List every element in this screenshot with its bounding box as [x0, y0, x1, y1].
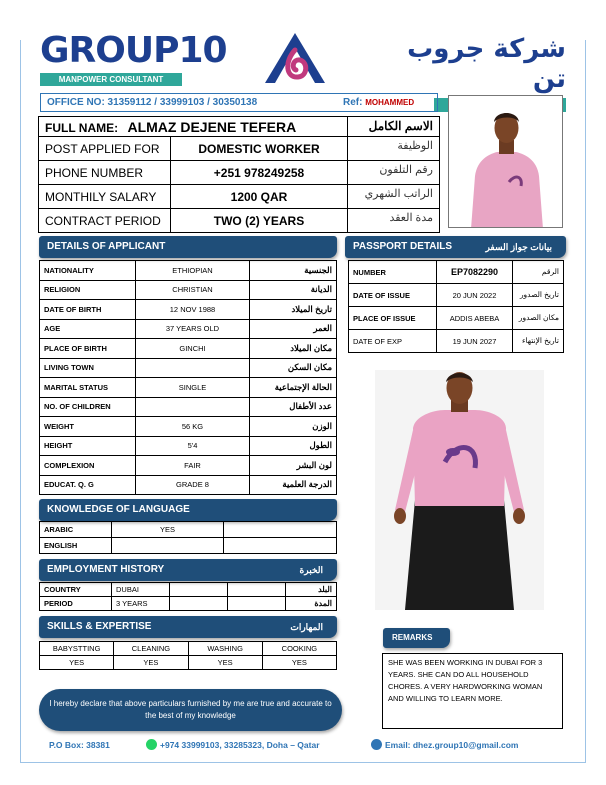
skills-section-header — [39, 616, 337, 638]
info-row — [39, 185, 440, 209]
table-row — [40, 597, 337, 611]
info-value: TWO (2) YEARS — [171, 209, 348, 233]
detail-arabic: لون البشر — [250, 456, 337, 476]
employment-value: DUBAI — [112, 583, 170, 597]
full-name-cell — [39, 117, 348, 137]
person-fullbody-icon — [375, 370, 544, 610]
detail-label: DATE OF BIRTH — [40, 300, 136, 320]
employment-value: 3 YEARS — [112, 597, 170, 611]
office-bar — [40, 93, 438, 112]
detail-value: SINGLE — [136, 378, 250, 398]
passport-arabic: تاريخ الإنتهاء — [513, 330, 564, 353]
skill-value: YES — [40, 656, 114, 670]
info-label: POST APPLIED FOR — [39, 137, 171, 161]
passport-arabic: تاريخ الصدور — [513, 284, 564, 307]
applicant-details-table — [39, 260, 337, 495]
table-row — [349, 284, 564, 307]
employment-arabic: المدة — [286, 597, 337, 611]
detail-arabic: تاريخ الميلاد — [250, 300, 337, 320]
detail-label: EDUCAT. Q. G — [40, 475, 136, 495]
passport-value: EP7082290 — [437, 261, 513, 284]
info-row — [39, 137, 440, 161]
whatsapp-icon — [146, 739, 157, 750]
reference — [343, 94, 414, 111]
skills-value-row — [40, 656, 337, 670]
employment-empty — [170, 583, 228, 597]
detail-value — [136, 397, 250, 417]
passport-value: 19 JUN 2027 — [437, 330, 513, 353]
table-row — [40, 475, 337, 495]
detail-value — [136, 358, 250, 378]
info-arabic: الراتب الشهري — [348, 185, 440, 209]
detail-arabic: الحالة الإجتماعية — [250, 378, 337, 398]
skill-name: WASHING — [188, 642, 262, 656]
person-portrait-icon — [449, 96, 563, 228]
brand-name: GROUP10 — [40, 30, 227, 71]
table-row — [40, 300, 337, 320]
employment-title-arabic: الخبرة — [299, 565, 323, 575]
table-row — [40, 261, 337, 281]
employment-section-header — [39, 559, 337, 581]
skills-title-arabic: المهارات — [290, 622, 323, 632]
employment-label: PERIOD — [40, 597, 112, 611]
passport-section-header — [345, 236, 566, 258]
info-arabic: رقم التلفون — [348, 161, 440, 185]
table-row — [40, 583, 337, 597]
passport-arabic: الرقم — [513, 261, 564, 284]
table-row — [349, 330, 564, 353]
employment-empty — [228, 583, 286, 597]
passport-table — [348, 260, 564, 353]
full-name-value: ALMAZ DEJENE TEFERA — [127, 118, 297, 135]
full-name-arabic: الاسم الكامل — [348, 117, 440, 137]
detail-label: HEIGHT — [40, 436, 136, 456]
employment-title: EMPLOYMENT HISTORY — [47, 564, 165, 575]
skill-value: YES — [262, 656, 336, 670]
company-logo-left — [40, 30, 227, 86]
detail-value: 5'4 — [136, 436, 250, 456]
info-value: +251 978249258 — [171, 161, 348, 185]
info-value: DOMESTIC WORKER — [171, 137, 348, 161]
details-title: DETAILS OF APPLICANT — [47, 241, 166, 252]
skills-table — [39, 641, 337, 670]
footer-phones-text: +974 33999103, 33285323, Doha – Qatar — [160, 740, 320, 750]
detail-label: PLACE OF BIRTH — [40, 339, 136, 359]
table-row — [40, 339, 337, 359]
language-title: KNOWLEDGE OF LANGUAGE — [47, 504, 190, 515]
info-label: CONTRACT PERIOD — [39, 209, 171, 233]
detail-label: WEIGHT — [40, 417, 136, 437]
passport-value: 20 JUN 2022 — [437, 284, 513, 307]
detail-value: FAIR — [136, 456, 250, 476]
footer-po-box: P.O Box: 38381 — [49, 740, 110, 750]
detail-arabic: الوزن — [250, 417, 337, 437]
brand-subtitle: MANPOWER CONSULTANT — [40, 73, 182, 86]
email-icon — [371, 739, 382, 750]
reference-label: Ref: — [343, 97, 363, 108]
language-value: YES — [112, 522, 224, 538]
language-section-header — [39, 499, 337, 521]
table-row — [40, 417, 337, 437]
info-label: PHONE NUMBER — [39, 161, 171, 185]
passport-arabic: مكان الصدور — [513, 307, 564, 330]
table-row — [40, 319, 337, 339]
applicant-photo-full — [375, 370, 544, 610]
detail-label: NATIONALITY — [40, 261, 136, 281]
table-row — [40, 538, 337, 554]
table-row — [349, 261, 564, 284]
remarks-header: REMARKS — [383, 628, 450, 648]
detail-arabic: العمر — [250, 319, 337, 339]
passport-label: DATE OF ISSUE — [349, 284, 437, 307]
detail-label: AGE — [40, 319, 136, 339]
passport-title-arabic: بيانات جواز السفر — [485, 242, 552, 252]
table-row — [40, 378, 337, 398]
table-row — [40, 358, 337, 378]
remarks-text: SHE WAS BEEN WORKING IN DUBAI FOR 3 YEARS. SHE CAN DO ALL HOUSEHOLD CHORES. A VERY HARDWORKING WOMAN AND WILLING TO LEARN MORE. — [382, 653, 563, 729]
skills-title: SKILLS & EXPERTISE — [47, 621, 152, 632]
language-extra — [224, 538, 337, 554]
detail-value: GRADE 8 — [136, 475, 250, 495]
info-row — [39, 161, 440, 185]
footer-email-text: Email: dhez.group10@gmail.com — [385, 740, 519, 750]
employment-empty — [228, 597, 286, 611]
info-label: MONTHILY SALARY — [39, 185, 171, 209]
office-numbers: OFFICE NO: 31359112 / 33999103 / 30350138 — [47, 97, 258, 108]
skill-value: YES — [188, 656, 262, 670]
table-row — [40, 456, 337, 476]
employment-empty — [170, 597, 228, 611]
detail-arabic: عدد الأطفال — [250, 397, 337, 417]
table-row — [40, 397, 337, 417]
detail-arabic: الجنسية — [250, 261, 337, 281]
language-name: ENGLISH — [40, 538, 112, 554]
detail-label: COMPLEXION — [40, 456, 136, 476]
full-name-row — [39, 117, 440, 137]
detail-value: 12 NOV 1988 — [136, 300, 250, 320]
page-border-right — [585, 40, 586, 762]
info-row — [39, 209, 440, 233]
table-row — [40, 522, 337, 538]
detail-label: LIVING TOWN — [40, 358, 136, 378]
passport-title: PASSPORT DETAILS — [353, 241, 453, 252]
skill-name: COOKING — [262, 642, 336, 656]
table-row — [349, 307, 564, 330]
page-border-left — [20, 40, 21, 762]
employment-table — [39, 582, 337, 611]
info-arabic: مدة العقد — [348, 209, 440, 233]
passport-label: NUMBER — [349, 261, 437, 284]
reference-value: MOHAMMED — [365, 98, 415, 107]
skills-header-row — [40, 642, 337, 656]
page-border-bottom — [20, 762, 586, 763]
brand-name-arabic: شركة جروب تن — [407, 34, 566, 94]
detail-label: MARITAL STATUS — [40, 378, 136, 398]
detail-value: GINCHI — [136, 339, 250, 359]
detail-value: 56 KG — [136, 417, 250, 437]
footer-email — [371, 740, 518, 751]
declaration-banner: I hereby declare that above particulars furnished by me are true and accurate to the best of my knowledge — [39, 689, 342, 731]
employment-arabic: البلد — [286, 583, 337, 597]
detail-value: 37 YEARS OLD — [136, 319, 250, 339]
detail-arabic: مكان الميلاد — [250, 339, 337, 359]
passport-label: PLACE OF ISSUE — [349, 307, 437, 330]
detail-value: ETHIOPIAN — [136, 261, 250, 281]
footer-phones — [146, 740, 320, 751]
skill-value: YES — [114, 656, 188, 670]
company-emblem-icon — [262, 30, 328, 86]
info-value: 1200 QAR — [171, 185, 348, 209]
personal-info-table — [38, 116, 440, 233]
language-table — [39, 521, 337, 554]
employment-label: COUNTRY — [40, 583, 112, 597]
detail-label: RELIGION — [40, 280, 136, 300]
detail-arabic: الطول — [250, 436, 337, 456]
language-extra — [224, 522, 337, 538]
passport-label: DATE OF EXP — [349, 330, 437, 353]
skill-name: CLEANING — [114, 642, 188, 656]
table-row — [40, 436, 337, 456]
detail-arabic: الديانة — [250, 280, 337, 300]
detail-value: CHRISTIAN — [136, 280, 250, 300]
detail-label: NO. OF CHILDREN — [40, 397, 136, 417]
passport-value: ADDIS ABEBA — [437, 307, 513, 330]
info-arabic: الوظيفة — [348, 137, 440, 161]
details-section-header — [39, 236, 337, 258]
skill-name: BABYSTTING — [40, 642, 114, 656]
language-value — [112, 538, 224, 554]
applicant-photo-small — [448, 95, 563, 228]
table-row — [40, 280, 337, 300]
language-name: ARABIC — [40, 522, 112, 538]
detail-arabic: مكان السكن — [250, 358, 337, 378]
detail-arabic: الدرجة العلمية — [250, 475, 337, 495]
full-name-label: FULL NAME: — [45, 120, 119, 135]
